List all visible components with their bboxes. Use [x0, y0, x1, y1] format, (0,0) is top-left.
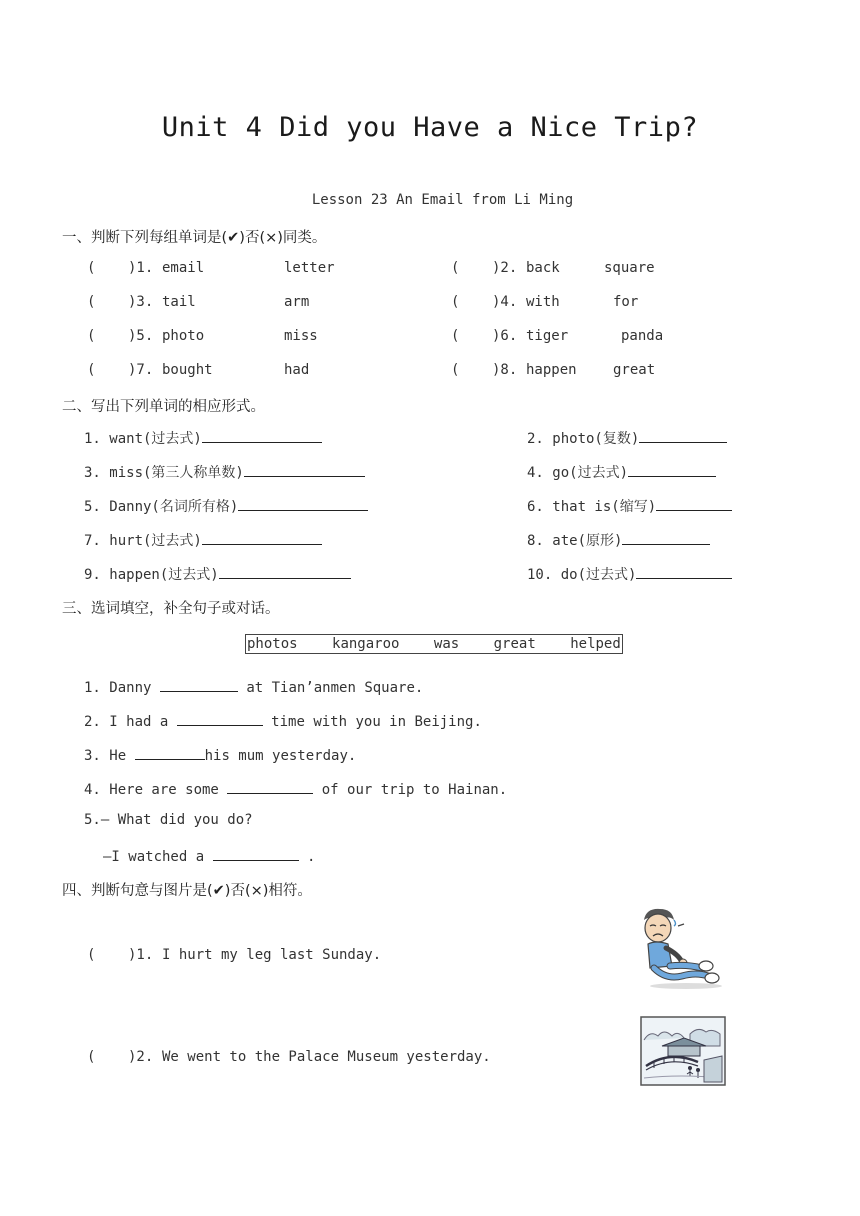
word-form-item — [84, 462, 365, 482]
word-bank-item: great — [493, 636, 536, 652]
sentence-end: his mum yesterday. — [204, 748, 357, 764]
word-bank-item: photos — [247, 636, 298, 652]
paren-open: ( — [451, 260, 460, 276]
answer-blank[interactable] — [202, 428, 322, 443]
sentence-end: . — [307, 849, 316, 865]
word-form-prompt: 6. that is(缩写) — [527, 499, 657, 515]
paren-open: ( — [451, 362, 460, 378]
word-form-prompt: 3. miss(第三人称单数) — [84, 465, 244, 481]
paren-open: ( — [87, 1049, 96, 1065]
word-form-item — [527, 496, 732, 516]
word-form-item — [84, 428, 322, 448]
word-form-prompt: 4. go(过去式) — [527, 465, 629, 481]
word-form-item — [84, 496, 368, 516]
paren-open: ( — [451, 328, 460, 344]
word-bank — [245, 634, 623, 654]
fill-sentence — [84, 745, 356, 764]
answer-blank[interactable] — [227, 779, 313, 794]
word-a: happen — [526, 362, 577, 378]
sentence-start: 1. Danny — [84, 680, 152, 696]
paren-open: ( — [87, 260, 96, 276]
word-form-item — [527, 428, 727, 448]
sentence-start: —I watched a — [103, 849, 205, 865]
section-1-heading: 一、判断下列每组单词是(✔)否(×)同类。 — [62, 230, 327, 246]
word-form-prompt: 7. hurt(过去式) — [84, 533, 202, 549]
word-form-item — [527, 462, 716, 482]
paren-open: ( — [87, 362, 96, 378]
item-number: )5. — [128, 328, 154, 344]
word-form-prompt: 9. happen(过去式) — [84, 567, 219, 583]
word-form-item — [527, 530, 710, 550]
word-bank-item: helped — [570, 636, 621, 652]
item-number: )8. — [492, 362, 518, 378]
judge-sentence: We went to the Palace Museum yesterday. — [162, 1049, 491, 1065]
word-form-prompt: 1. want(过去式) — [84, 431, 202, 447]
answer-blank[interactable] — [622, 530, 710, 545]
word-a: tiger — [526, 328, 569, 344]
item-number: )7. — [128, 362, 154, 378]
paren-open: ( — [87, 947, 96, 963]
word-form-prompt: 5. Danny(名词所有格) — [84, 499, 239, 515]
page-title: Unit 4 Did you Have a Nice Trip? — [161, 112, 699, 143]
section-2-heading: 二、写出下列单词的相应形式。 — [62, 399, 265, 415]
answer-blank[interactable] — [636, 564, 732, 579]
lesson-subtitle: Lesson 23 An Email from Li Ming — [311, 192, 574, 208]
word-a: back — [526, 260, 560, 276]
palace-museum-picture — [640, 1016, 726, 1086]
word-b: had — [284, 362, 310, 378]
word-b: for — [613, 294, 639, 310]
word-a: email — [162, 260, 205, 276]
answer-blank[interactable] — [177, 711, 263, 726]
answer-blank[interactable] — [244, 462, 365, 477]
item-number: )4. — [492, 294, 518, 310]
answer-blank[interactable] — [213, 846, 299, 861]
item-number: )3. — [128, 294, 154, 310]
word-form-item — [84, 564, 351, 584]
paren-open: ( — [87, 294, 96, 310]
item-number: )1. — [128, 260, 154, 276]
word-a: tail — [162, 294, 196, 310]
word-a: with — [526, 294, 560, 310]
paren-open: ( — [87, 328, 96, 344]
word-form-item — [527, 564, 732, 584]
answer-blank[interactable] — [656, 496, 732, 511]
paren-open: ( — [451, 294, 460, 310]
answer-blank[interactable] — [639, 428, 727, 443]
sentence-start: 3. He — [84, 748, 127, 764]
word-b: arm — [284, 294, 310, 310]
dialogue-answer — [103, 846, 315, 865]
section-3-heading: 三、选词填空，补全句子或对话。 — [62, 601, 280, 617]
word-a: photo — [162, 328, 205, 344]
fill-sentence — [84, 677, 423, 696]
item-number: )6. — [492, 328, 518, 344]
word-b: panda — [621, 328, 664, 344]
answer-blank[interactable] — [219, 564, 351, 579]
item-number: )2. — [128, 1049, 154, 1065]
item-number: )2. — [492, 260, 518, 276]
answer-blank[interactable] — [160, 677, 238, 692]
judge-sentence: I hurt my leg last Sunday. — [162, 947, 382, 963]
item-number: )1. — [128, 947, 154, 963]
word-b: letter — [284, 260, 335, 276]
hurt-leg-boy-picture — [636, 906, 728, 992]
fill-sentence — [84, 779, 507, 798]
word-form-prompt: 8. ate(原形) — [527, 533, 623, 549]
word-b: miss — [284, 328, 318, 344]
sentence-end: time with you in Beijing. — [271, 714, 482, 730]
answer-blank[interactable] — [202, 530, 322, 545]
word-bank-item: kangaroo — [332, 636, 400, 652]
fill-sentence — [84, 711, 482, 730]
answer-blank[interactable] — [628, 462, 716, 477]
answer-blank[interactable] — [135, 745, 205, 760]
sentence-start: 4. Here are some — [84, 782, 219, 798]
word-b: great — [613, 362, 656, 378]
word-a: bought — [162, 362, 213, 378]
word-form-prompt: 10. do(过去式) — [527, 567, 637, 583]
sentence-start: 2. I had a — [84, 714, 169, 730]
word-form-prompt: 2. photo(复数) — [527, 431, 640, 447]
word-b: square — [604, 260, 655, 276]
sentence-end: of our trip to Hainan. — [321, 782, 508, 798]
sentence-end: at Tian’anmen Square. — [246, 680, 424, 696]
answer-blank[interactable] — [238, 496, 368, 511]
word-form-item — [84, 530, 322, 550]
word-bank-item: was — [433, 636, 460, 652]
section-4-heading: 四、判断句意与图片是(✔)否(×)相符。 — [62, 883, 312, 899]
dialogue-question: 5.— What did you do? — [84, 812, 253, 828]
